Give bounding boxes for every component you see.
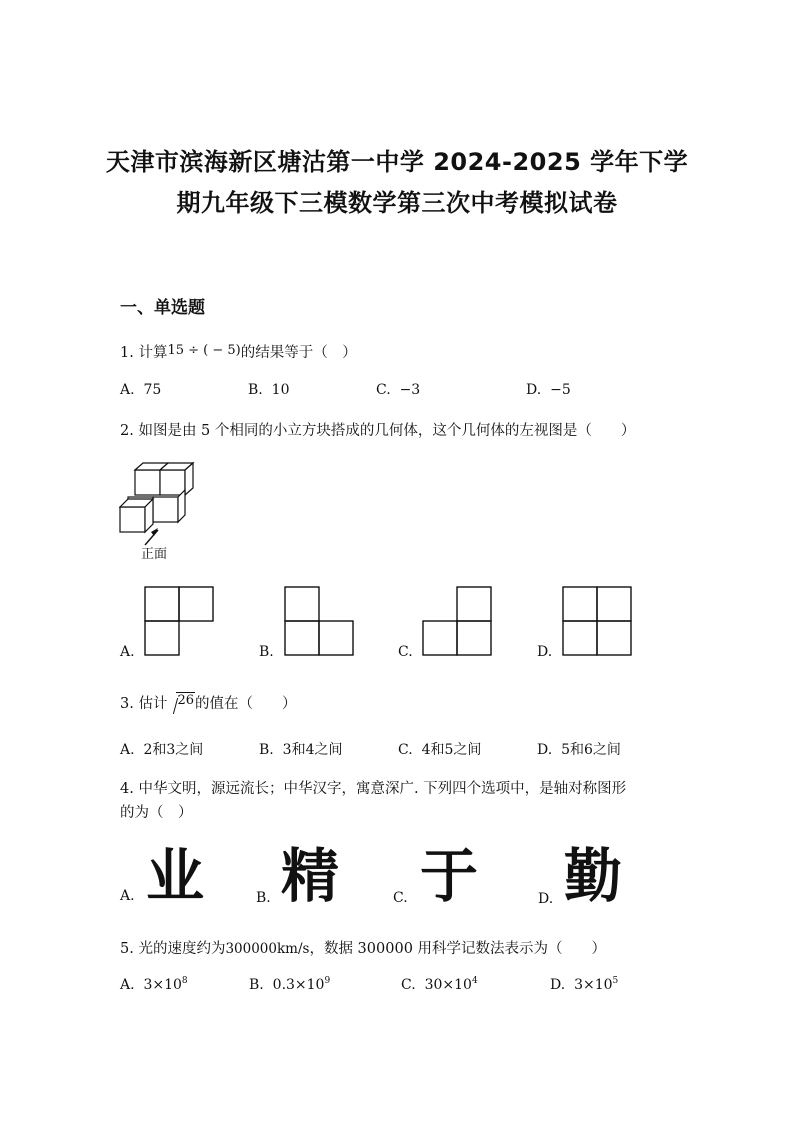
q4-option-a-char[interactable]: 业: [146, 842, 205, 910]
q3-option-d[interactable]: [537, 739, 621, 759]
page-title-line2: 期九年级下三模数学第三次中考模拟试卷: [176, 189, 618, 217]
q2-option-d-figure[interactable]: [562, 586, 632, 657]
q3-option-a[interactable]: [120, 739, 203, 759]
q1-option-a[interactable]: [120, 382, 161, 398]
q2-option-a-label[interactable]: A.: [120, 644, 135, 660]
q3-option-c[interactable]: [398, 739, 481, 759]
question-1-expression: 15 ÷ ( − 5): [167, 343, 241, 358]
option-label: B.: [248, 382, 263, 398]
option-label: B.: [259, 742, 274, 758]
q3-option-b[interactable]: [259, 739, 342, 759]
q5-option-b[interactable]: [249, 976, 330, 993]
question-2: 2. 如图是由 5 个相同的小立方块搭成的几何体，这个几何体的左视图是（ ）: [120, 423, 636, 439]
option-value: 4和5之间: [421, 742, 482, 758]
option-exponent: 9: [324, 976, 331, 986]
option-label: A.: [120, 742, 135, 758]
question-5-pre: 5. 光的速度约为: [120, 941, 226, 957]
q2-option-b-figure[interactable]: [284, 586, 354, 657]
option-base: 30×10: [424, 977, 472, 993]
option-value: −5: [550, 382, 571, 398]
figure-label-front: 正面: [141, 547, 168, 562]
section-heading: 一、单选题: [120, 298, 205, 318]
option-exponent: 8: [181, 976, 188, 986]
q4-option-a-label[interactable]: A.: [120, 888, 135, 904]
sqrt-symbol: [167, 693, 195, 712]
option-label: D.: [526, 382, 542, 398]
q2-option-b-label[interactable]: B.: [259, 644, 274, 660]
option-base: 0.3×10: [272, 977, 325, 993]
q1-option-d[interactable]: [526, 382, 571, 398]
option-label: D.: [537, 742, 553, 758]
option-label: D.: [550, 977, 566, 993]
q5-option-a[interactable]: [120, 976, 188, 993]
option-label: C.: [401, 977, 416, 993]
option-label: A.: [120, 977, 135, 993]
option-value: −3: [399, 382, 421, 398]
question-1-post: 的结果等于（ ）: [240, 345, 357, 361]
radicand: 26: [177, 693, 194, 708]
option-value: 5和6之间: [561, 742, 621, 758]
question-1: [120, 341, 357, 362]
question-5-speed: 300000km/s: [225, 941, 310, 957]
question-3-post: 的值在（ ）: [195, 696, 297, 712]
q4-option-d-label[interactable]: D.: [538, 891, 554, 907]
option-value: 75: [143, 382, 162, 398]
question-5: [120, 937, 606, 958]
q2-option-c-figure[interactable]: [422, 586, 492, 657]
q5-option-c[interactable]: [401, 976, 478, 993]
q4-option-b-label[interactable]: B.: [256, 890, 271, 906]
q5-option-d[interactable]: [550, 976, 618, 993]
question-1-pre: 计算: [138, 345, 168, 361]
question-3: [120, 692, 297, 713]
question-4-line1: 4. 中华文明，源远流长；中华汉字，寓意深广. 下列四个选项中，是轴对称图形: [120, 781, 627, 797]
q4-option-c-char[interactable]: 于: [420, 842, 479, 910]
q1-option-c[interactable]: [376, 382, 420, 398]
question-4-line2: 的为（ ）: [120, 805, 193, 821]
option-value: 10: [271, 382, 290, 398]
q4-option-b-char[interactable]: 精: [281, 842, 340, 910]
option-base: 3×10: [143, 977, 182, 993]
question-3-pre: 估计: [138, 696, 168, 712]
option-label: C.: [376, 382, 391, 398]
page-title-line1: 天津市滨海新区塘沽第一中学 2024-2025 学年下学: [105, 148, 689, 176]
cube-stack-figure: [118, 462, 190, 537]
q2-option-c-label[interactable]: C.: [398, 644, 413, 660]
q1-option-b[interactable]: [248, 382, 289, 398]
option-label: B.: [249, 977, 264, 993]
option-value: 3和4之间: [282, 742, 343, 758]
question-5-post: ，数据 300000 用科学记数法表示为（ ）: [309, 941, 607, 957]
q4-option-d-char[interactable]: 勤: [564, 842, 623, 910]
option-label: A.: [120, 382, 135, 398]
q4-option-c-label[interactable]: C.: [393, 890, 408, 906]
option-exponent: 5: [612, 976, 619, 986]
question-1-number: 1.: [120, 345, 134, 361]
question-3-number: 3.: [120, 696, 134, 712]
option-base: 3×10: [574, 977, 613, 993]
option-exponent: 4: [471, 976, 478, 986]
q2-option-d-label[interactable]: D.: [537, 644, 553, 660]
option-value: 2和3之间: [143, 742, 204, 758]
option-label: C.: [398, 742, 413, 758]
q2-option-a-figure[interactable]: [144, 586, 214, 657]
